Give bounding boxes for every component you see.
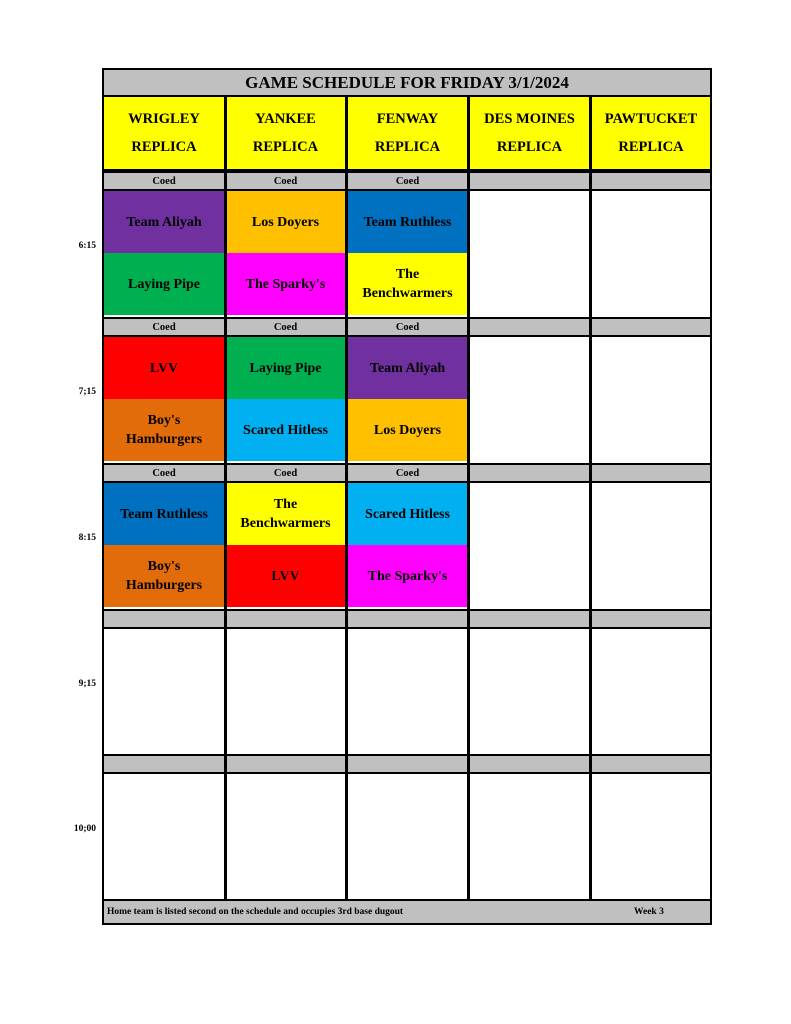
- empty-slot: [470, 337, 589, 462]
- empty-slot: [226, 629, 345, 754]
- field-name: YANKEE: [255, 111, 316, 127]
- team-cell-away: LVV: [104, 337, 224, 399]
- division-label: [470, 463, 589, 483]
- empty-slot: [592, 629, 710, 754]
- empty-slot: [348, 629, 467, 754]
- empty-slot: [348, 774, 467, 899]
- division-label: [470, 171, 589, 191]
- empty-slot: [226, 774, 345, 899]
- field-subtitle: REPLICA: [496, 139, 563, 155]
- field-subtitle: REPLICA: [618, 139, 684, 155]
- column-divider: [589, 97, 592, 899]
- team-cell-home: Laying Pipe: [104, 253, 224, 315]
- team-cell-home: The Sparky's: [226, 253, 345, 315]
- field-subtitle: REPLICA: [252, 139, 319, 155]
- empty-slot: [592, 483, 710, 608]
- division-label: Coed: [226, 171, 345, 191]
- division-label: [348, 754, 467, 774]
- division-label: Coed: [226, 463, 345, 483]
- division-label: [470, 609, 589, 629]
- time-label: 10;00: [73, 824, 96, 834]
- team-cell-home: Boy's Hamburgers: [104, 545, 224, 607]
- team-cell-home: Scared Hitless: [226, 399, 345, 461]
- column-divider: [467, 97, 470, 899]
- team-cell-away: Team Ruthless: [104, 483, 224, 545]
- column-divider: [345, 97, 348, 899]
- team-cell-home: LVV: [226, 545, 345, 607]
- field-header: [226, 97, 345, 171]
- division-label: Coed: [104, 171, 224, 191]
- team-cell-away: Team Aliyah: [104, 191, 224, 253]
- team-cell-home: The Sparky's: [348, 545, 467, 607]
- time-label: 8:15: [78, 533, 96, 543]
- field-header: [470, 97, 589, 171]
- division-label: Coed: [348, 171, 467, 191]
- team-cell-away: Scared Hitless: [348, 483, 467, 545]
- empty-slot: [592, 337, 710, 462]
- empty-slot: [470, 483, 589, 608]
- division-label: Coed: [348, 317, 467, 337]
- schedule-footer: [104, 899, 710, 923]
- team-cell-away: Laying Pipe: [226, 337, 345, 399]
- division-label: Coed: [104, 463, 224, 483]
- division-label: [470, 317, 589, 337]
- schedule-table: [102, 68, 712, 925]
- empty-slot: [592, 774, 710, 899]
- team-cell-home: The Benchwarmers: [348, 253, 467, 315]
- division-label: [592, 317, 710, 337]
- empty-slot: [104, 774, 224, 899]
- division-label: Coed: [226, 317, 345, 337]
- division-label: [226, 609, 345, 629]
- time-label: 6:15: [78, 241, 96, 251]
- time-label: 7;15: [78, 387, 96, 397]
- empty-slot: [592, 191, 710, 316]
- time-label: 9;15: [78, 679, 96, 689]
- schedule-title: GAME SCHEDULE FOR FRIDAY 3/1/2024: [104, 70, 710, 97]
- division-label: Coed: [104, 317, 224, 337]
- division-label: [592, 609, 710, 629]
- empty-slot: [104, 629, 224, 754]
- division-label: [592, 171, 710, 191]
- field-subtitle: REPLICA: [131, 139, 197, 155]
- empty-slot: [470, 774, 589, 899]
- field-subtitle: REPLICA: [374, 139, 441, 155]
- team-cell-home: Boy's Hamburgers: [104, 399, 224, 461]
- division-label: [226, 754, 345, 774]
- field-name: WRIGLEY: [128, 111, 200, 127]
- empty-slot: [470, 629, 589, 754]
- field-header: [592, 97, 710, 171]
- division-label: [104, 609, 224, 629]
- team-cell-away: Team Ruthless: [348, 191, 467, 253]
- division-label: [104, 754, 224, 774]
- week-label: Week 3: [634, 907, 664, 917]
- division-label: [592, 463, 710, 483]
- team-cell-away: The Benchwarmers: [226, 483, 345, 545]
- division-label: [470, 754, 589, 774]
- field-header: [104, 97, 224, 171]
- field-header: [348, 97, 467, 171]
- division-label: [348, 609, 467, 629]
- division-label: [592, 754, 710, 774]
- empty-slot: [470, 191, 589, 316]
- field-name: PAWTUCKET: [604, 111, 698, 127]
- team-cell-away: Los Doyers: [226, 191, 345, 253]
- field-name: FENWAY: [376, 111, 439, 127]
- team-cell-home: Los Doyers: [348, 399, 467, 461]
- column-divider: [224, 97, 227, 899]
- division-label: Coed: [348, 463, 467, 483]
- team-cell-away: Team Aliyah: [348, 337, 467, 399]
- home-team-note: Home team is listed second on the schedule and occupies 3rd base dugout: [107, 907, 404, 917]
- field-name: DES MOINES: [484, 111, 575, 127]
